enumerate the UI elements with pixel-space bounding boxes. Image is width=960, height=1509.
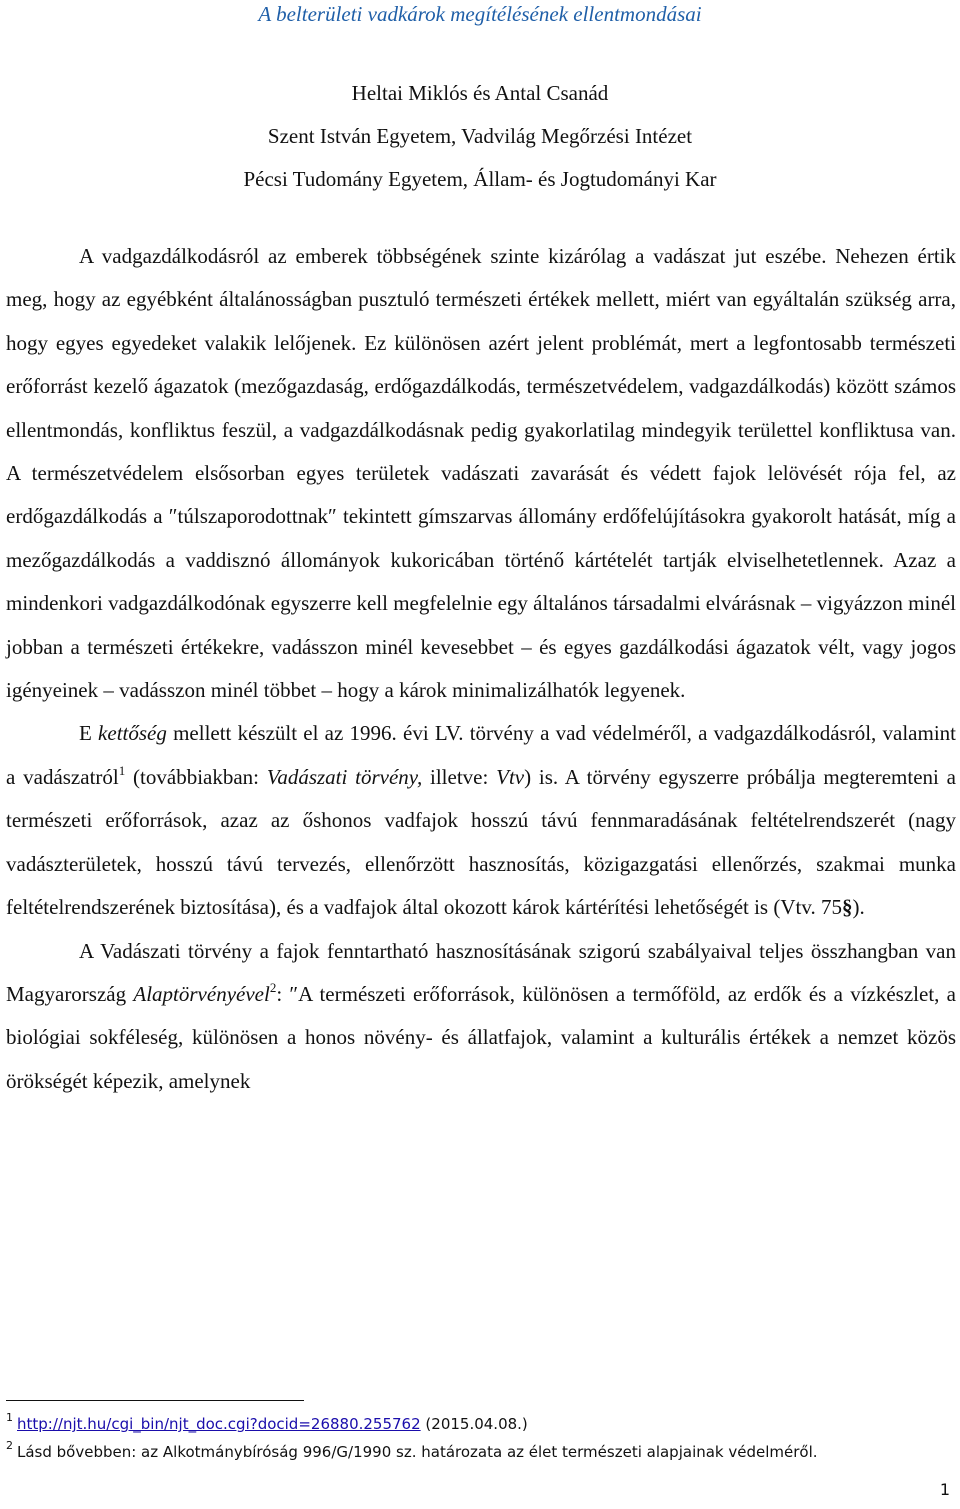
p2-text-e: ) is. A törvény egyszerre próbálja megteremteni a természeti erőforrások, azaz az őshonos vadfajok hosszú távú fennmaradásának feltételrendszerét (nagy vadászterületek, hosszú távú tervezés, ellenőrzött hasznosítás, közigazgatási ellenőrzés, szakmai munka feltételrendszerének biztosítása), és a vadfajok által okozott károk kártérítési lehetőségét is (Vtv. 75 bbox=[6, 764, 956, 920]
p3-text-b: : ″A természeti erőforrások, különösen a termőföld, az erdők és a vízkészlet, a biológiai sokféleség, különösen a honos növény- és állatfajok, valamint a kulturális értékek a nemzet közös örökségét képezik, amelynek bbox=[6, 981, 956, 1093]
page-number: 1 bbox=[939, 1480, 950, 1499]
author-names: Heltai Miklós és Antal Csanád bbox=[351, 81, 609, 105]
paragraph-3 bbox=[6, 930, 956, 1104]
p2-text-f: ). bbox=[852, 895, 865, 920]
body-text bbox=[6, 235, 956, 1103]
p2-emphasis-vadaszati-torveny: Vadászati törvény, bbox=[266, 764, 423, 789]
footnote-1-date: (2015.04.08.) bbox=[420, 1415, 528, 1433]
footnote-1-number: 1 bbox=[6, 1411, 13, 1424]
p2-section-sign: § bbox=[841, 895, 853, 920]
footnote-ref-1[interactable]: 1 bbox=[118, 762, 126, 778]
footnote-divider bbox=[6, 1400, 304, 1401]
paragraph-2 bbox=[6, 712, 956, 929]
affiliation-1: Szent István Egyetem, Vadvilág Megőrzési Intézet bbox=[267, 124, 693, 148]
author-block bbox=[0, 72, 960, 201]
p2-text-b: mellett készült el az 1996. évi LV. törvény a vad védelméről, a vadgazdálkodásról, valamint a vadászatról bbox=[6, 721, 956, 789]
footnote-2-number: 2 bbox=[6, 1439, 13, 1452]
affiliation-2: Pécsi Tudomány Egyetem, Állam- és Jogtudományi Kar bbox=[243, 167, 717, 191]
footnote-ref-2[interactable]: 2 bbox=[269, 979, 277, 995]
footnote-1-link[interactable]: http://njt.hu/cgi_bin/njt_doc.cgi?docid=26880.255762 bbox=[17, 1415, 421, 1433]
paragraph-1: A vadgazdálkodásról az emberek többségének szinte kizárólag a vadászat jut eszébe. Nehezen értik meg, hogy az egyébként általánosságban pusztuló természeti értékek mellett, miért van egyáltalán szükség arra, hogy egyes egyedeket valakik lelőjenek. Ez különösen azért jelent problémát, mert a legfontosabb természeti erőforrást kezelő ágazatok (mezőgazdaság, erdőgazdálkodás, természetvédelem, vadgazdálkodás) között számos ellentmondás, konfliktus feszül, a vadgazdálkodásnak pedig gyakorlatilag mindegyik területtel konfliktusa van. A természetvédelem elsősorban egyes területek vadászati zavarását és védett fajok lelövését rója fel, az erdőgazdálkodás a ″túlszaporodottnak″ tekintett gímszarvas állomány erdőfelújításokra gyakorolt hatását, míg a mezőgazdálkodás a vaddisznó állományok kukoricában történő kártételét tartják elviselhetetlennek. Azaz a mindenkori vadgazdálkodónak egyszerre kell megfelelnie egy általános társadalmi elvárásnak – vigyázzon minél jobban a természeti értékekre, vadásszon minél kevesebbet – és egyes gazdálkodási ágazatok vélt, vagy jogos igényeinek – vadásszon minél többet – hogy a károk minimalizálhatók legyenek. bbox=[6, 244, 956, 703]
p3-emphasis-alaptorveny: Alaptörvényével bbox=[133, 981, 270, 1006]
p2-text-a: E bbox=[79, 721, 99, 746]
p2-emphasis-kettosseg: kettőség bbox=[98, 721, 167, 746]
p3-text-a: A Vadászati törvény a fajok fenntartható hasznosításának szigorú szabályaival teljes összhangban van Magyarország bbox=[6, 938, 956, 1006]
footnote-2-text: Lásd bővebben: az Alkotmánybíróság 996/G/1990 sz. határozata az élet természeti alapjainak védelméről. bbox=[17, 1443, 818, 1461]
p2-text-d: illetve: bbox=[422, 764, 497, 789]
footnotes bbox=[6, 1410, 956, 1466]
footnote-1 bbox=[6, 1410, 956, 1438]
p2-emphasis-vtv: Vtv bbox=[496, 764, 525, 789]
footnote-2 bbox=[6, 1438, 956, 1466]
p2-text-c: (továbbiakban: bbox=[125, 764, 267, 789]
running-header-title: A belterületi vadkárok megítélésének ellentmondásai bbox=[258, 2, 702, 26]
